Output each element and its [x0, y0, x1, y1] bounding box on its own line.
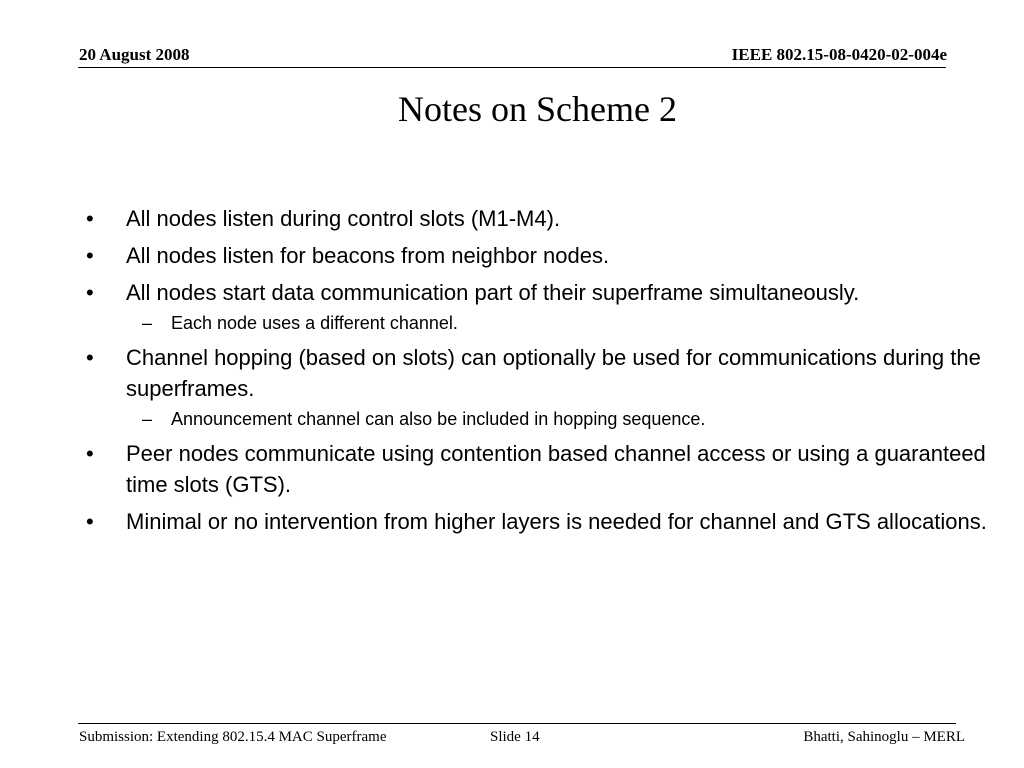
bullet-text: All nodes listen for beacons from neighbor nodes.: [126, 243, 610, 268]
footer-submission: Submission: Extending 802.15.4 MAC Superframe: [79, 729, 387, 745]
slide-title: Notes on Scheme 2: [398, 89, 677, 129]
sub-bullet-item: [86, 311, 996, 335]
bullet-item: [86, 277, 996, 308]
sub-bullet-item: [86, 407, 996, 431]
bullet-item: [86, 203, 996, 234]
footer-authors: Bhatti, Sahinoglu – MERL: [803, 729, 965, 745]
bullet-item: [86, 506, 996, 537]
sub-bullet-text: Each node uses a different channel.: [171, 313, 458, 333]
bullet-text: Channel hopping (based on slots) can optionally be used for communications during the superframes.: [126, 345, 981, 401]
document-id: IEEE 802.15-08-0420-02-004e: [731, 45, 947, 64]
slide-number: Slide 14: [490, 729, 540, 745]
bullet-item: [86, 342, 996, 404]
bullet-marker: •: [86, 509, 94, 534]
header-date: 20 August 2008: [79, 45, 190, 64]
bullet-marker: •: [86, 280, 94, 305]
sub-bullet-marker: –: [142, 313, 153, 333]
bullet-marker: •: [86, 441, 94, 466]
bullet-item: [86, 240, 996, 271]
sub-bullet-marker: –: [142, 409, 153, 429]
footer-divider: [78, 723, 956, 724]
bullet-text: Minimal or no intervention from higher layers is needed for channel and GTS allocations.: [126, 509, 987, 534]
bullet-text: Peer nodes communicate using contention based channel access or using a guaranteed time slots (GTS).: [126, 441, 986, 497]
bullet-text: All nodes listen during control slots (M1-M4).: [126, 206, 561, 231]
bullet-marker: •: [86, 243, 94, 268]
bullet-item: [86, 438, 996, 500]
sub-bullet-text: Announcement channel can also be included in hopping sequence.: [171, 409, 706, 429]
bullet-marker: •: [86, 345, 94, 370]
bullet-text: All nodes start data communication part of their superframe simultaneously.: [126, 280, 860, 305]
bullet-list: [86, 203, 996, 543]
header-divider: [78, 67, 946, 68]
bullet-marker: •: [86, 206, 94, 231]
